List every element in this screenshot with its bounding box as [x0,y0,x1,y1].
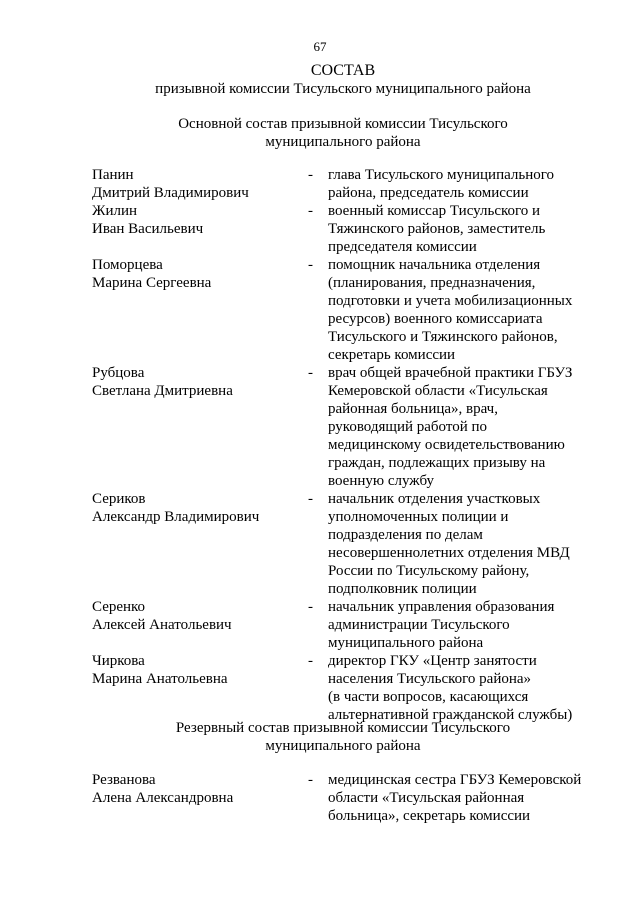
member-role [328,490,590,598]
member-role-line: граждан, подлежащих призыву на [328,455,546,471]
member-dash: - [308,491,313,507]
member-entry [92,490,592,598]
member-role [328,256,590,364]
member-role-line: Тисульского и Тяжинского районов, [328,329,558,345]
member-role-line: районная больница», врач, [328,401,498,417]
member-dash: - [308,772,313,788]
member-role-line: начальник управления образования [328,599,555,615]
member-role-line: врач общей врачебной практики ГБУЗ [328,365,573,381]
member-role-line: России по Тисульскому району, [328,563,530,579]
member-entry [92,771,592,825]
reserve-section-heading [0,719,640,755]
member-dash: - [308,653,313,669]
member-name-line: Марина Анатольевна [92,671,228,687]
member-role-line: больница», секретарь комиссии [328,808,531,824]
member-role-line: альтернативной гражданской службы) [328,707,573,723]
member-dash: - [308,365,313,381]
member-role-line: начальник отделения участковых [328,491,541,507]
member-role [328,652,590,724]
member-name-line: Панин [92,167,134,183]
member-role-line: ресурсов) военного комиссариата [328,311,543,327]
member-role-line: администрации Тисульского [328,617,510,633]
member-entry [92,256,592,364]
member-name-line: Чиркова [92,653,145,669]
member-role-line: медицинская сестра ГБУЗ Кемеровской [328,772,582,788]
member-role-line: муниципального района [328,635,484,651]
member-role-line: (планирования, предназначения, [328,275,536,291]
member-role-line: подполковник полиции [328,581,477,597]
member-name [92,202,302,238]
member-name [92,652,302,688]
member-role-line: глава Тисульского муниципального [328,167,555,183]
page-number: 67 [313,39,327,54]
member-name-line: Поморцева [92,257,163,273]
member-dash: - [308,599,313,615]
member-name [92,771,302,807]
member-role-line: помощник начальника отделения [328,257,541,273]
heading-line: Основной состав призывной комиссии Тисульского [178,116,508,132]
member-role [328,202,590,256]
member-role-line: военную службу [328,473,435,489]
member-dash: - [308,203,313,219]
member-dash: - [308,167,313,183]
member-name [92,256,302,292]
member-name-line: Алена Александровна [92,790,234,806]
heading-line: Резервный состав призывной комиссии Тисульского [175,720,511,736]
member-name-line: Алексей Анатольевич [92,617,232,633]
member-role-line: несовершеннолетних отделения МВД [328,545,570,561]
member-entry [92,364,592,490]
member-role-line: директор ГКУ «Центр занятости [328,653,537,669]
member-dash: - [308,257,313,273]
member-name-line: Сериков [92,491,146,507]
member-entry [92,166,592,202]
member-entry [92,202,592,256]
member-role-line: председателя комиссии [328,239,477,255]
member-name [92,166,302,202]
member-role-line: секретарь комиссии [328,347,456,363]
main-section-heading [0,115,640,151]
member-name [92,598,302,634]
member-role-line: военный комиссар Тисульского и [328,203,541,219]
member-role-line: уполномоченных полиции и [328,509,509,525]
member-role [328,598,590,652]
member-role-line: подразделения по делам [328,527,483,543]
member-name [92,490,302,526]
member-entry [92,652,592,724]
member-name-line: Иван Васильевич [92,221,204,237]
heading-line: муниципального района [265,738,421,754]
member-role-line: района, председатель комиссии [328,185,529,201]
member-role-line: Кемеровской области «Тисульская [328,383,548,399]
member-role [328,771,590,825]
main-members-list [92,166,592,724]
member-role-line: подготовки и учета мобилизационных [328,293,573,309]
member-name-line: Дмитрий Владимирович [92,185,249,201]
reserve-members-list [92,771,592,825]
member-name-line: Резванова [92,772,156,788]
member-role [328,166,590,202]
document-subtitle: призывной комиссии Тисульского муниципального района [155,81,531,97]
member-name-line: Рубцова [92,365,145,381]
member-role-line: (в части вопросов, касающихся [328,689,529,705]
member-name-line: Светлана Дмитриевна [92,383,233,399]
member-role [328,364,590,490]
member-role-line: населения Тисульского района» [328,671,532,687]
member-role-line: медицинскому освидетельствованию [328,437,565,453]
document-title: СОСТАВ [310,62,376,79]
member-role-line: руководящий работой по [328,419,488,435]
member-name-line: Александр Владимирович [92,509,260,525]
member-name-line: Серенко [92,599,146,615]
heading-line: муниципального района [265,134,421,150]
member-role-line: Тяжинского районов, заместитель [328,221,546,237]
member-name-line: Жилин [92,203,138,219]
member-name-line: Марина Сергеевна [92,275,212,291]
member-name [92,364,302,400]
member-role-line: области «Тисульская районная [328,790,525,806]
member-entry [92,598,592,652]
